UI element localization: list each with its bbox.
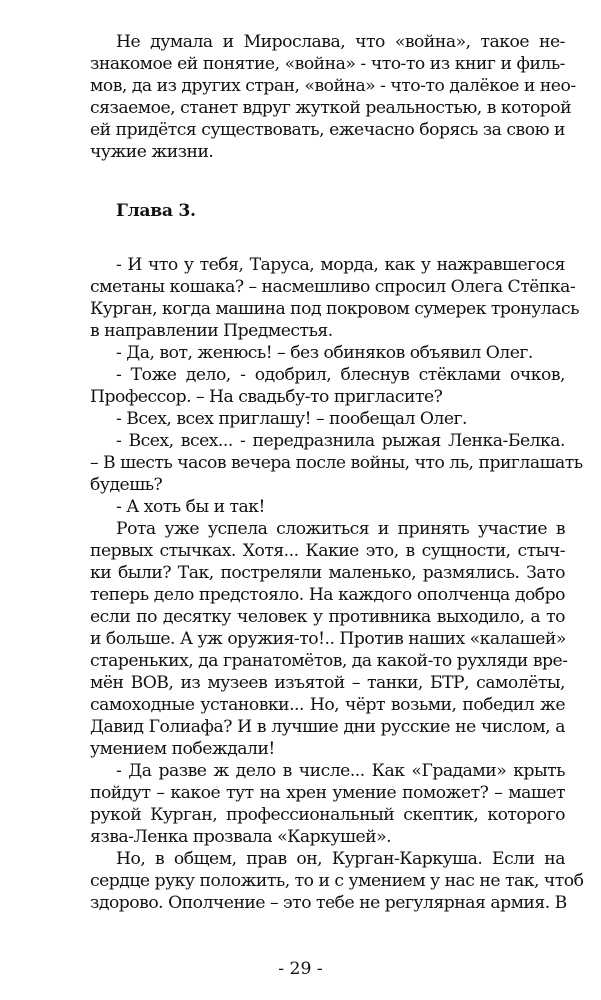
text-line: Рота уже успела сложиться и принять участие в [116, 519, 565, 539]
text-line: сязаемое, станет вдруг жуткой реальностью, в которой [90, 98, 572, 118]
text-line: - Тоже дело, - одобрил, блеснув стёклами очков, [116, 365, 565, 385]
text-line: - А хоть бы и так! [116, 497, 265, 517]
text-line: мён ВОВ, из музеев изъятой – танки, БТР, самолёты, [90, 673, 565, 693]
text-line: чужие жизни. [90, 142, 214, 162]
text-line: мов, да из других стран, «война» - что-то далёкое и нео- [90, 76, 576, 96]
text-line: Но, в общем, прав он, Курган-Каркуша. Если на [116, 849, 565, 869]
text-line: - Всех, всех приглашу! – пообещал Олег. [116, 409, 467, 429]
text-line: - Да, вот, женюсь! – без обиняков объявил Олег. [116, 343, 533, 363]
text-line: язва-Ленка прозвала «Каркушей». [90, 827, 392, 847]
text-line: ки были? Так, постреляли маленько, размялись. Зато [90, 563, 565, 583]
text-line: пойдут – какое тут на хрен умение поможет? – машет [90, 783, 565, 803]
text-line: - И что у тебя, Таруса, морда, как у нажравшегося [116, 255, 565, 275]
text-line: Не думала и Мирослава, что «война», такое не- [116, 32, 565, 52]
text-line: стареньких, да гранатомётов, да какой-то рухляди вре- [90, 651, 568, 671]
page-number: - 29 - [278, 959, 323, 979]
text-line: сметаны кошака? – насмешливо спросил Олега Стёпка- [90, 277, 576, 297]
chapter-title: Глава 3. [116, 201, 196, 221]
text-line: сердце руку положить, то и с умением у нас не так, чтоб [90, 871, 584, 891]
text-line: Давид Голиафа? И в лучшие дни русские не числом, а [90, 717, 565, 737]
text-line: - Всех, всех... - передразнила рыжая Ленка-Белка. [116, 431, 565, 451]
text-line: самоходные установки... Но, чёрт возьми, победил же [90, 695, 565, 715]
text-line: рукой Курган, профессиональный скептик, которого [90, 805, 565, 825]
text-line: и больше. А уж оружия-то!.. Против наших «калашей» [90, 629, 566, 649]
text-line: если по десятку человек у противника выходило, а то [90, 607, 565, 627]
text-line: первых стычках. Хотя... Какие это, в сущности, стыч- [90, 541, 565, 561]
text-line: ей придётся существовать, ежечасно борясь за свою и [90, 120, 565, 140]
text-line: умением побеждали! [90, 739, 275, 759]
text-line: теперь дело предстояло. На каждого ополченца добро [90, 585, 565, 605]
text-line: здорово. Ополчение – это тебе не регулярная армия. В [90, 893, 567, 913]
text-line: - Да разве ж дело в числе... Как «Градами» крыть [116, 761, 565, 781]
text-line: в направлении Предместья. [90, 321, 333, 341]
text-line: – В шесть часов вечера после войны, что ль, приглашать [90, 453, 583, 473]
text-line: Профессор. – На свадьбу-то пригласите? [90, 387, 443, 407]
text-line: Курган, когда машина под покровом сумерек тронулась [90, 299, 579, 319]
text-line: будешь? [90, 475, 163, 495]
text-line: знакомое ей понятие, «война» - что-то из книг и филь- [90, 54, 565, 74]
